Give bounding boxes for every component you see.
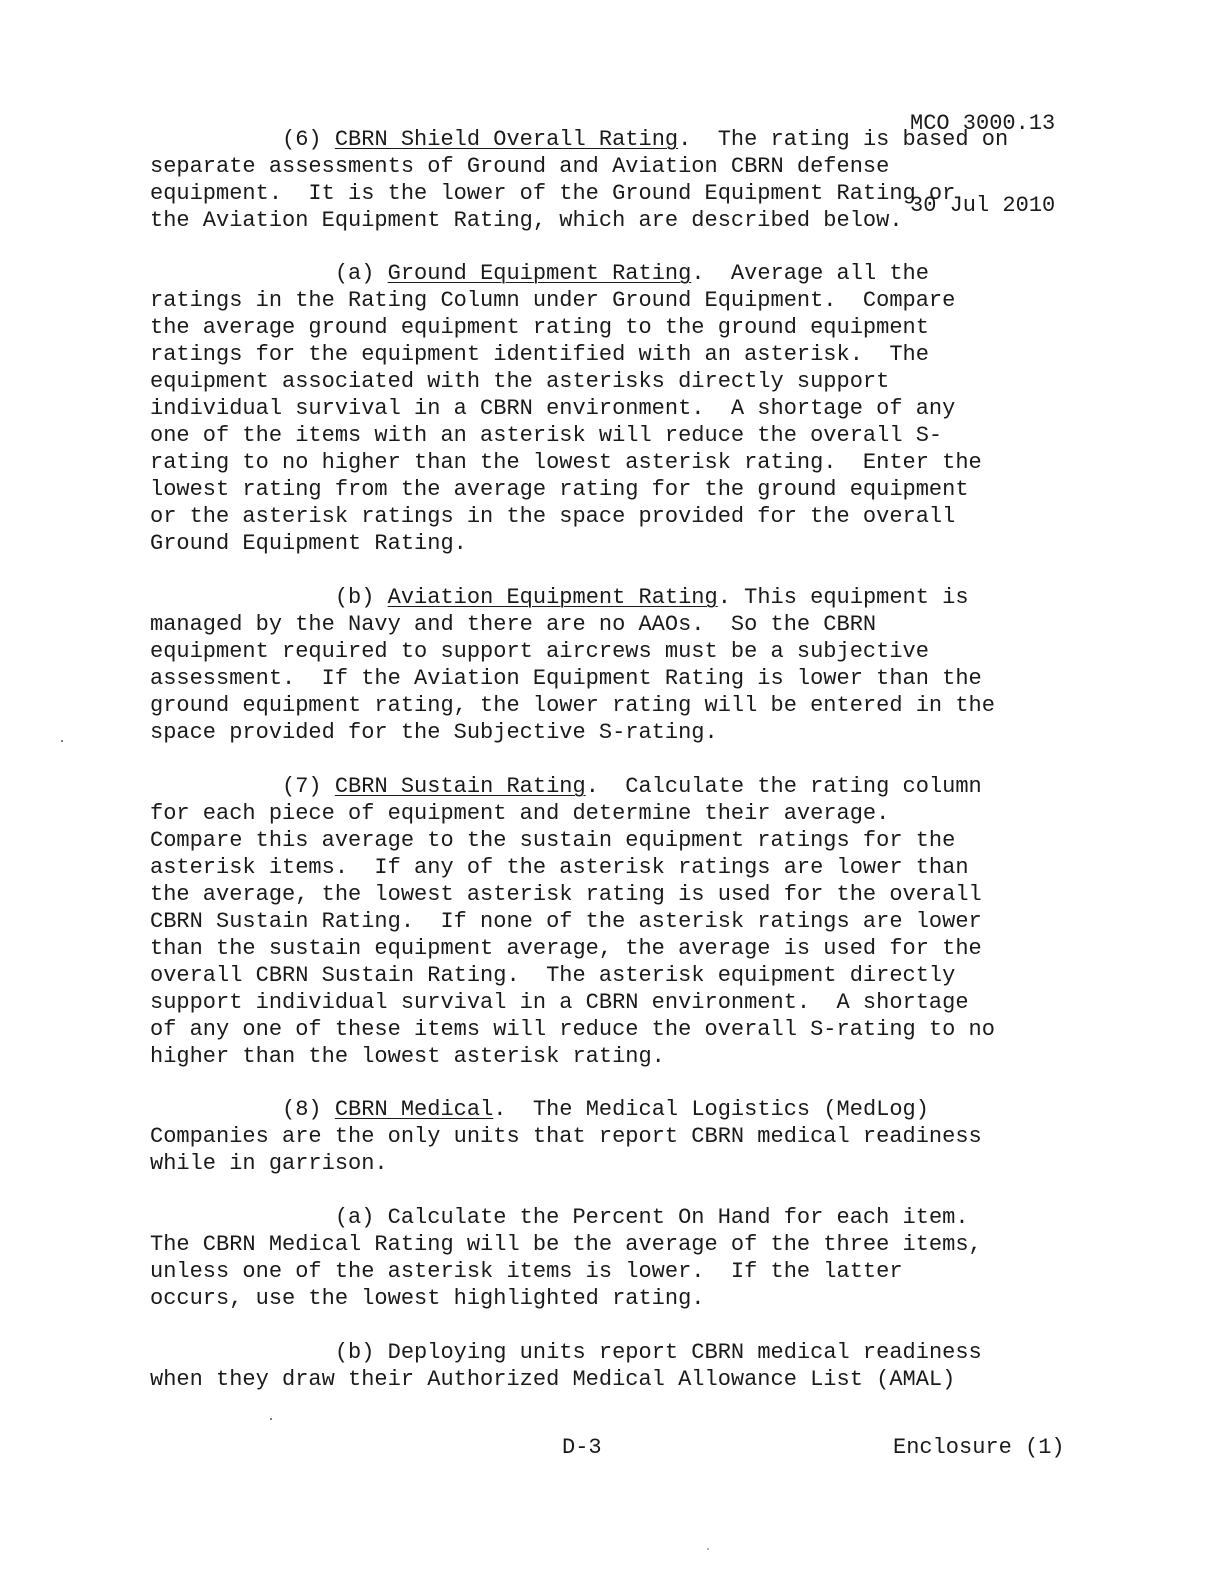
para-line: Compare this average to the sustain equipment ratings for the [150,828,956,853]
para-first-line-rest: . Calculate the rating column [585,774,982,799]
para-line: the average ground equipment rating to the ground equipment [150,315,929,340]
para-line: asterisk items. If any of the asterisk ratings are lower than [150,855,969,880]
para-line: higher than the lowest asterisk rating. [150,1044,665,1069]
indent [150,127,282,152]
para-title: CBRN Sustain Rating [334,774,586,799]
para-first-line: (b) Deploying units report CBRN medical readiness [334,1340,982,1365]
para-line: equipment associated with the asterisks directly support [150,369,890,394]
paragraph-7 [150,773,1085,1070]
para-line: occurs, use the lowest highlighted rating. [150,1286,705,1311]
para-line: ground equipment rating, the lower rating will be entered in the [150,693,995,718]
enclosure-label: Enclosure (1) [893,1435,1065,1460]
para-title: CBRN Shield Overall Rating [334,127,679,152]
paragraph-6b [150,584,1085,746]
indent [150,261,335,286]
scan-speck [61,740,63,742]
para-first-line-rest: . Average all the [691,261,929,286]
para-line: the average, the lowest asterisk rating is used for the overall [150,882,982,907]
indent [150,585,335,610]
scan-speck [707,1548,709,1550]
para-line: overall CBRN Sustain Rating. The asterisk equipment directly [150,963,956,988]
scan-speck [270,1418,272,1420]
para-title: Ground Equipment Rating [387,261,692,286]
para-line: the Aviation Equipment Rating, which are described below. [150,208,903,233]
para-title: CBRN Medical [334,1097,494,1122]
para-line: equipment required to support aircrews must be a subjective [150,639,929,664]
para-line: support individual survival in a CBRN environment. A shortage [150,990,969,1015]
indent [150,1205,335,1230]
para-line: for each piece of equipment and determine their average. [150,801,890,826]
para-line: CBRN Sustain Rating. If none of the asterisk ratings are lower [150,909,982,934]
para-number: (b) [334,585,388,610]
para-line: The CBRN Medical Rating will be the average of the three items, [150,1232,982,1257]
para-line: unless one of the asterisk items is lower. If the latter [150,1259,903,1284]
para-line: or the asterisk ratings in the space provided for the overall [150,504,956,529]
para-first-line-rest: . The Medical Logistics (MedLog) [493,1097,929,1122]
para-line: than the sustain equipment average, the average is used for the [150,936,982,961]
indent [150,1097,282,1122]
para-line: of any one of these items will reduce the overall S-rating to no [150,1017,995,1042]
para-number: (7) [282,774,335,799]
paragraph-6a [150,260,1085,557]
para-number: (a) [334,261,388,286]
para-first-line: (a) Calculate the Percent On Hand for each item. [334,1205,969,1230]
para-line: Ground Equipment Rating. [150,531,467,556]
para-line: Companies are the only units that report CBRN medical readiness [150,1124,982,1149]
para-line: when they draw their Authorized Medical Allowance List (AMAL) [150,1367,956,1392]
para-line: one of the items with an asterisk will reduce the overall S- [150,423,943,448]
paragraph-8a [150,1204,1085,1312]
para-first-line-rest: . This equipment is [717,585,969,610]
para-line: separate assessments of Ground and Aviation CBRN defense [150,154,890,179]
order-date: 30 Jul 2010 [910,193,1056,218]
order-number: MCO 3000.13 [910,111,1056,136]
page-number: D-3 [562,1435,602,1460]
para-line: rating to no higher than the lowest asterisk rating. Enter the [150,450,982,475]
indent [150,774,282,799]
para-line: space provided for the Subjective S-rating. [150,720,718,745]
para-line: ratings for the equipment identified with an asterisk. The [150,342,929,367]
paragraph-8 [150,1096,1085,1177]
paragraph-8b [150,1339,1085,1393]
para-number: (8) [282,1097,335,1122]
para-line: ratings in the Rating Column under Ground Equipment. Compare [150,288,956,313]
para-line: assessment. If the Aviation Equipment Rating is lower than the [150,666,982,691]
indent [150,1340,335,1365]
para-line: equipment. It is the lower of the Ground Equipment Rating or [150,181,956,206]
para-line: managed by the Navy and there are no AAOs. So the CBRN [150,612,877,637]
para-title: Aviation Equipment Rating [387,585,718,610]
para-first-line-rest: . The rating is based on [678,127,1009,152]
para-line: lowest rating from the average rating for the ground equipment [150,477,969,502]
paragraph-6 [150,126,1085,234]
para-line: while in garrison. [150,1151,388,1176]
para-line: individual survival in a CBRN environment. A shortage of any [150,396,956,421]
para-number: (6) [282,127,335,152]
